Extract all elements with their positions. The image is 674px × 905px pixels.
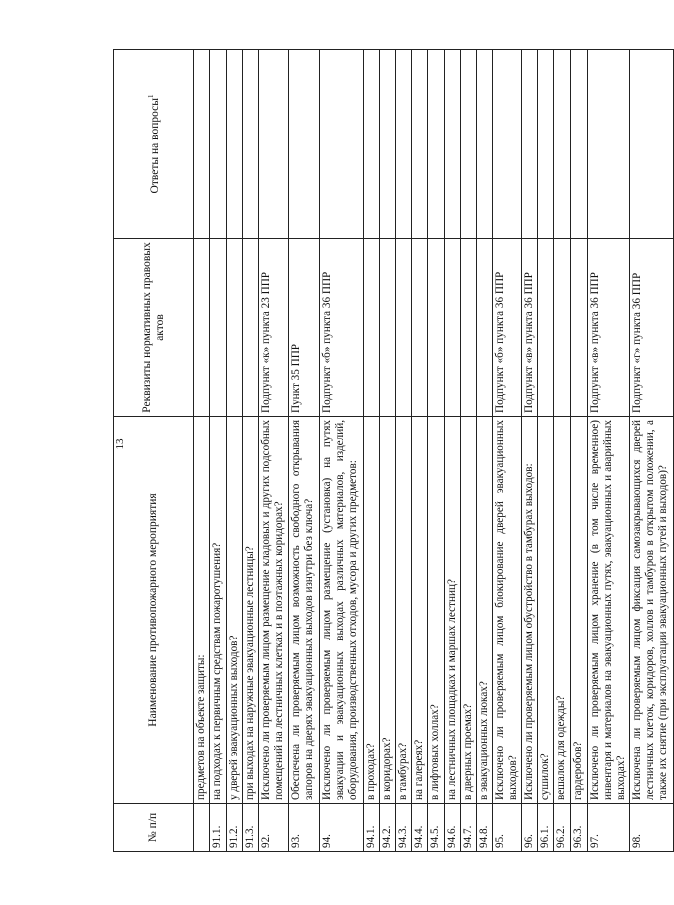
row-number: 97. [588, 804, 630, 852]
row-requisites: Подпункт «в» пункта 36 ППР [522, 239, 538, 417]
table-row [412, 50, 428, 852]
row-answer[interactable] [428, 50, 445, 239]
row-number: 91.2. [227, 804, 243, 852]
row-name: у дверей эвакуационных выходов? [227, 417, 243, 804]
header-num: № п/п [114, 804, 194, 852]
row-answer[interactable] [445, 50, 461, 239]
row-number: 98. [630, 804, 674, 852]
row-name: Обеспечена ли проверяемым лицом возможность свободного открывания запоров на дверях эвакуационных выходов изнутри без ключа? [289, 417, 320, 804]
table-row [243, 50, 259, 852]
row-answer[interactable] [588, 50, 630, 239]
row-number: 94.5. [428, 804, 445, 852]
row-answer[interactable] [380, 50, 396, 239]
footnote-mark: 1 [147, 94, 156, 99]
row-answer[interactable] [493, 50, 522, 239]
row-answer[interactable] [396, 50, 412, 239]
row-requisites [428, 239, 445, 417]
row-name: в дверных проемах? [461, 417, 477, 804]
row-requisites [554, 239, 571, 417]
row-name: гардеробов? [571, 417, 588, 804]
row-requisites [477, 239, 493, 417]
row-requisites [571, 239, 588, 417]
row-number: 94.7. [461, 804, 477, 852]
row-requisites [538, 239, 554, 417]
checklist-table [113, 49, 674, 852]
row-answer[interactable] [630, 50, 674, 239]
table-row [227, 50, 243, 852]
row-name: Исключено ли проверяемым лицом размещение кладовых и других подсобных помещений на лестничных клетках и в поэтажных коридорах? [259, 417, 289, 804]
table-row [588, 50, 630, 852]
row-answer[interactable] [364, 50, 380, 239]
table-row [461, 50, 477, 852]
row-name: Исключено ли проверяемым лицом хранение (в том числе временное) инвентаря и материалов на эвакуационных путях, эвакуационных и аварийных выходах? [588, 417, 630, 804]
header-requisites: Реквизиты нормативных правовых актов [114, 239, 194, 417]
row-requisites [227, 239, 243, 417]
row-answer[interactable] [289, 50, 320, 239]
row-answer[interactable] [194, 50, 210, 239]
row-answer[interactable] [210, 50, 227, 239]
row-requisites [210, 239, 227, 417]
row-number [194, 804, 210, 852]
row-name: в коридорах? [380, 417, 396, 804]
row-number: 96.3. [571, 804, 588, 852]
row-name: Исключено ли проверяемым лицом блокирование дверей эвакуационных выходов? [493, 417, 522, 804]
row-name: вешалок для одежды? [554, 417, 571, 804]
row-requisites [445, 239, 461, 417]
row-answer[interactable] [227, 50, 243, 239]
row-answer[interactable] [461, 50, 477, 239]
row-number: 96.2. [554, 804, 571, 852]
row-answer[interactable] [477, 50, 493, 239]
row-name: Исключена ли проверяемым лицом фиксация самозакрывающихся дверей лестничных клеток, коридоров, холлов и тамбуров в открытом положении, а также их снятие (при эксплуатации эвакуационных путей и выходов)? [630, 417, 674, 804]
table-row [538, 50, 554, 852]
row-number: 94. [320, 804, 364, 852]
row-requisites [243, 239, 259, 417]
row-number: 92. [259, 804, 289, 852]
rotated-table-container [113, 50, 669, 852]
row-requisites: Подпункт «к» пункта 23 ППР [259, 239, 289, 417]
row-requisites [396, 239, 412, 417]
table-row [259, 50, 289, 852]
row-number: 95. [493, 804, 522, 852]
table-row [320, 50, 364, 852]
table-row [571, 50, 588, 852]
row-name: в эвакуационных люках? [477, 417, 493, 804]
header-answers [114, 50, 194, 239]
table-row [493, 50, 522, 852]
row-name: сушилок? [538, 417, 554, 804]
table-body [194, 50, 674, 852]
row-name: в лифтовых холлах? [428, 417, 445, 804]
row-requisites [461, 239, 477, 417]
row-number: 94.4. [412, 804, 428, 852]
row-requisites [380, 239, 396, 417]
table-row [477, 50, 493, 852]
header-name: Наименование противопожарного мероприятия [114, 417, 194, 804]
row-number: 94.2. [380, 804, 396, 852]
row-requisites: Пункт 35 ППР [289, 239, 320, 417]
row-number: 93. [289, 804, 320, 852]
table-row [428, 50, 445, 852]
page-number: 13 [114, 438, 126, 450]
row-name: при выходах на наружные эвакуационные лестницы? [243, 417, 259, 804]
table-row [554, 50, 571, 852]
row-name: Исключено ли проверяемым лицом размещение (установка) на путях эвакуации и эвакуационных выходах различных материалов, изделий, оборудования, производственных отходов, мусора и других предметов: [320, 417, 364, 804]
row-answer[interactable] [412, 50, 428, 239]
row-requisites [194, 239, 210, 417]
row-name: предметов на объекте защиты: [194, 417, 210, 804]
row-number: 91.3. [243, 804, 259, 852]
table-row [194, 50, 210, 852]
row-number: 91.1. [210, 804, 227, 852]
row-number: 94.3. [396, 804, 412, 852]
row-answer[interactable] [571, 50, 588, 239]
table-row [364, 50, 380, 852]
row-requisites: Подпункт «г» пункта 36 ППР [630, 239, 674, 417]
header-row [114, 50, 194, 852]
header-answers-label: Ответы на вопросы [148, 98, 161, 194]
table-row [445, 50, 461, 852]
row-number: 96. [522, 804, 538, 852]
row-answer[interactable] [320, 50, 364, 239]
row-number: 94.6. [445, 804, 461, 852]
table-row [380, 50, 396, 852]
row-requisites: Подпункт «б» пункта 36 ППР [493, 239, 522, 417]
row-requisites: Подпункт «в» пункта 36 ППР [588, 239, 630, 417]
table-row [630, 50, 674, 852]
row-name: Исключено ли проверяемым лицом обустройство в тамбурах выходов: [522, 417, 538, 804]
row-name: на подходах к первичным средствам пожаротушения? [210, 417, 227, 804]
row-number: 94.8. [477, 804, 493, 852]
table-row [210, 50, 227, 852]
row-name: в проходах? [364, 417, 380, 804]
row-requisites: Подпункт «б» пункта 36 ППР [320, 239, 364, 417]
row-answer[interactable] [522, 50, 538, 239]
row-requisites [364, 239, 380, 417]
table-row [522, 50, 538, 852]
row-answer[interactable] [243, 50, 259, 239]
row-number: 96.1. [538, 804, 554, 852]
row-number: 94.1. [364, 804, 380, 852]
row-name: на лестничных площадках и маршах лестниц? [445, 417, 461, 804]
row-answer[interactable] [259, 50, 289, 239]
table-row [396, 50, 412, 852]
row-answer[interactable] [554, 50, 571, 239]
table-row [289, 50, 320, 852]
row-name: в тамбурах? [396, 417, 412, 804]
row-answer[interactable] [538, 50, 554, 239]
row-name: на галереях? [412, 417, 428, 804]
row-requisites [412, 239, 428, 417]
